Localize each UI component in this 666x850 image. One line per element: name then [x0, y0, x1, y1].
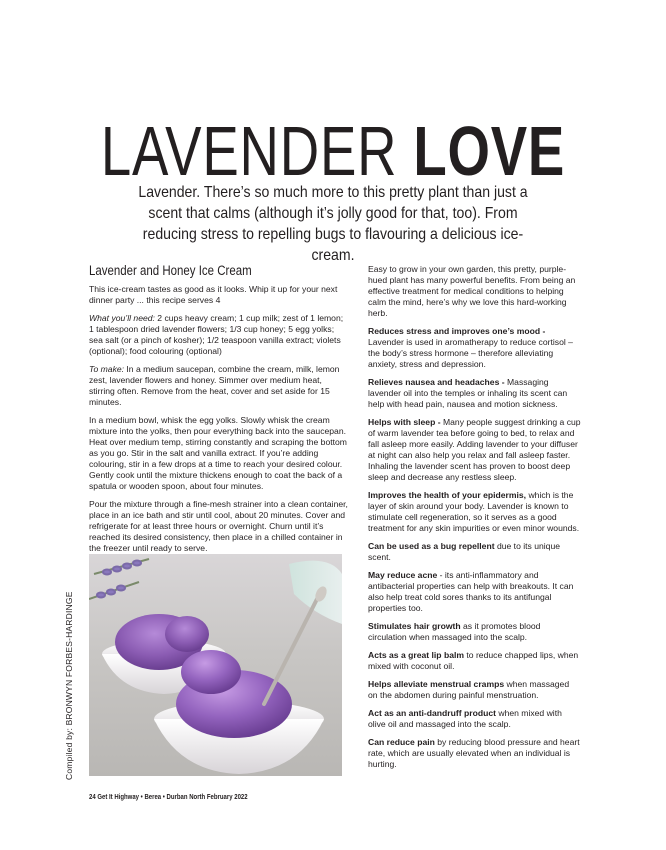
benefit-text: which is the layer of skin around your body. Lavender is known to stimulate cell regeneration, so it serves as a good treatment for any skin impurities or even minor wounds.	[368, 490, 580, 533]
benefit-text: to reduce chapped lips, when mixed with coconut oil.	[368, 650, 579, 671]
photo-credit: Compiled by: BRONWYN FORBES-HARDINGE	[64, 591, 74, 780]
benefit-text: by reducing blood pressure and heart rate, which are usually elevated when an individual is hurting.	[368, 737, 580, 769]
page-footer: 24 Get It Highway • Berea • Durban North February 2022	[89, 792, 248, 801]
benefit-item	[368, 541, 581, 563]
recipe-method-2: In a medium bowl, whisk the egg yolks. Slowly whisk the cream mixture into the yolks, then pour everything back into the saucepan. Heat over medium temp, stirring constantly and scraping the bottom as you go. Stir in the salt and vanilla extract. If you’re adding colouring, stir in a few drops at a time to reach your desired colour. Gently cook until the mixture thickens enough to coat the back of a spatula or wooden spoon, about four minutes.	[89, 415, 347, 491]
recipe-method-3: Pour the mixture through a fine-mesh strainer into a clean container, place in an ice bath and stir until cool, about 20 minutes. Cover and refrigerate for at least three hours or overnight. Churn until it’s reached its desired consistency, then place in a chilled container in the freezer until ready to serve.	[89, 499, 348, 553]
benefit-text: Lavender is used in aromatherapy to reduce cortisol – the body’s stress hormone – therefore alleviating anxiety, stress and depression.	[368, 337, 573, 369]
benefit-heading: Act as an anti-dandruff product	[368, 708, 496, 718]
benefit-text: when massaged on the abdomen during painful menstruation.	[368, 679, 570, 700]
method-text-1: In a medium saucepan, combine the cream, milk, lemon zest, lavender flowers and honey. Simmer over medium heat, stirring often. Remove from the heat, cover and set aside for 15 minutes.	[89, 364, 340, 407]
benefit-text: when mixed with olive oil and massaged into the scalp.	[368, 708, 562, 729]
ingredients-text: 2 cups heavy cream; 1 cup milk; zest of 1 lemon; 1 tablespoon dried lavender flowers; 1/3 cup honey; 5 egg yolks; sea salt (or a pinch of kosher); 1/2 teaspoon vanilla extract; violets (optional); food colouring (optional)	[89, 313, 344, 356]
recipe-column	[89, 263, 349, 561]
benefit-heading: Helps alleviate menstrual cramps	[368, 679, 505, 689]
benefit-item	[368, 490, 581, 534]
recipe-method-1	[89, 364, 349, 408]
benefit-item	[368, 570, 581, 614]
benefit-text: as it promotes blood circulation when massaged into the scalp.	[368, 621, 541, 642]
benefit-heading: Relieves nausea and headaches -	[368, 377, 505, 387]
intro-paragraph: Lavender. There’s so much more to this pretty plant than just a scent that calms (although it’s jolly good for that, too). From reducing stress to repelling bugs to flavouring a delicious ice-cream.	[138, 184, 528, 264]
recipe-ingredients	[89, 313, 349, 357]
lavender-sprigs	[89, 559, 149, 599]
benefits-intro: Easy to grow in your own garden, this pretty, purple-hued plant has many powerful benefits. From being an effective treatment for medical conditions to helping calm the mind, here’s why we love this hard-working herb.	[368, 264, 576, 318]
method-label: To make:	[89, 364, 125, 374]
benefit-heading: Improves the health of your epidermis,	[368, 490, 527, 500]
page-title	[73, 112, 592, 190]
benefit-item	[368, 708, 581, 730]
benefit-text: - its anti-inflammatory and antibacterial properties can help with breakouts. It can also help treat cold sores thanks to its antifungal properties too.	[368, 570, 574, 613]
benefit-text: due to its unique scent.	[368, 541, 561, 562]
benefit-text: Massaging lavender oil into the temples or inhaling its scent can help with head pain, nausea and motion sickness.	[368, 377, 568, 409]
benefit-heading: May reduce acne	[368, 570, 438, 580]
benefit-heading: Can be used as a bug repellent	[368, 541, 495, 551]
benefits-column	[368, 264, 581, 777]
benefit-item	[368, 650, 581, 672]
ingredients-label: What you’ll need:	[89, 313, 155, 323]
benefit-heading: Acts as a great lip balm	[368, 650, 464, 660]
benefit-item	[368, 417, 581, 483]
benefit-item	[368, 621, 581, 643]
recipe-title: Lavender and Honey Ice Cream	[89, 263, 252, 278]
benefit-item	[368, 679, 581, 701]
benefit-item	[368, 377, 581, 410]
benefit-text: Many people suggest drinking a cup of warm lavender tea before going to bed, to relax and fall asleep more easily. Adding lavender to your diffuser at night can also help you relax and fall asleep faster. Inhaling the lavender scent has proven to boost deep sleep and decrease any restless sleep.	[368, 417, 581, 482]
title-light: LAVENDER	[100, 112, 398, 190]
benefit-heading: Reduces stress and improves one’s mood -	[368, 326, 546, 336]
title-bold: LOVE	[413, 112, 566, 190]
benefit-item	[368, 326, 581, 370]
ice-cream-photo	[89, 554, 342, 776]
benefit-heading: Can reduce pain	[368, 737, 435, 747]
benefit-heading: Helps with sleep -	[368, 417, 441, 427]
recipe-description: This ice-cream tastes as good as it looks. Whip it up for your next dinner party ... this recipe serves 4	[89, 284, 338, 305]
benefit-item	[368, 737, 581, 770]
benefit-heading: Stimulates hair growth	[368, 621, 461, 631]
